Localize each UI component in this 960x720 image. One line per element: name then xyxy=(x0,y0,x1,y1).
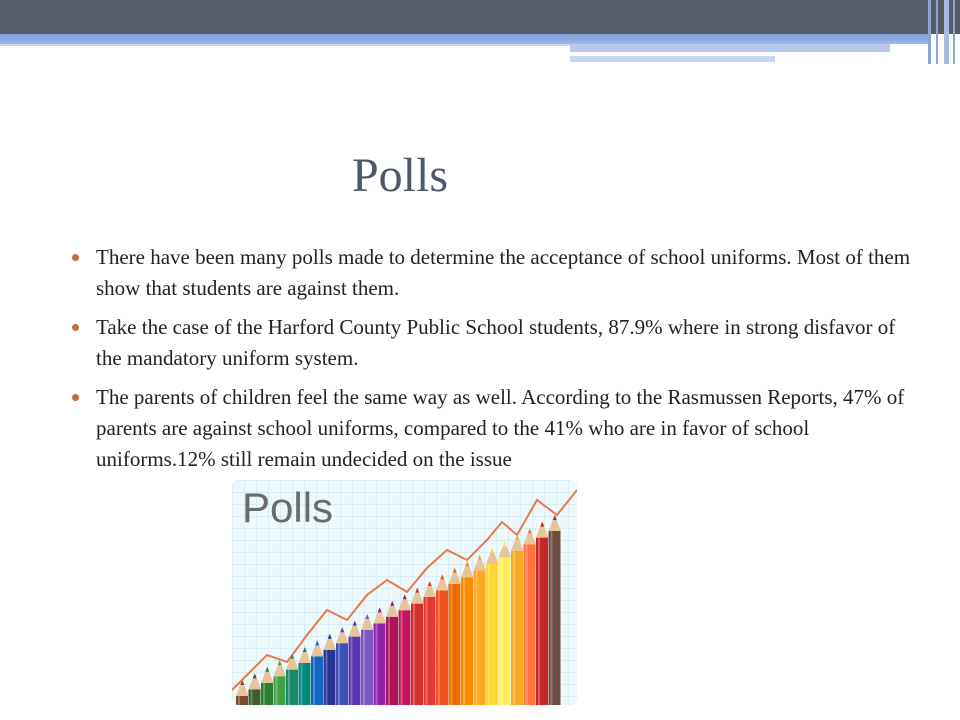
pencil-shine xyxy=(476,571,478,705)
pencil-shine xyxy=(451,584,453,705)
pencil-body xyxy=(399,610,411,705)
pencil-body xyxy=(236,696,248,705)
pencil xyxy=(386,601,399,705)
bullet-item xyxy=(72,382,912,475)
pencil-shine xyxy=(351,637,353,705)
header-band xyxy=(0,0,960,34)
decor-pillar xyxy=(944,0,949,64)
pencil-shine xyxy=(438,590,440,705)
pencil-shine xyxy=(413,604,415,705)
pencil-body xyxy=(361,630,373,705)
bullet-item xyxy=(72,312,912,374)
image-caption: Polls xyxy=(242,484,334,531)
pencil-body xyxy=(261,683,273,705)
pencil-shine xyxy=(401,610,403,705)
pencil-shine xyxy=(263,683,265,705)
bullet-icon xyxy=(72,324,79,331)
pencil-shine xyxy=(376,623,378,705)
pencil-body xyxy=(499,557,511,705)
pencil-shine xyxy=(251,689,253,705)
pencil-body xyxy=(286,670,298,705)
header-accent-bar xyxy=(570,44,890,52)
pencil xyxy=(461,561,474,705)
pencil-shine xyxy=(388,617,390,705)
pencil-body xyxy=(299,663,311,705)
pencil xyxy=(486,548,499,705)
pencil-body xyxy=(536,538,548,705)
pencil xyxy=(424,581,437,705)
pencil-body xyxy=(274,676,286,705)
decor-pillar xyxy=(953,0,955,64)
pencil xyxy=(349,621,362,705)
pencil-shine xyxy=(301,663,303,705)
pencil xyxy=(436,574,449,705)
pencil-body xyxy=(411,604,423,705)
pencil-shine xyxy=(501,557,503,705)
pencil-body xyxy=(436,590,448,705)
pencil-shine xyxy=(238,696,240,705)
pencil-body xyxy=(374,623,386,705)
pencil-shine xyxy=(488,564,490,705)
bullet-text: Take the case of the Harford County Public School students, 87.9% where in strong disfavor of the mandatory uniform system. xyxy=(96,315,896,370)
pencil-shine xyxy=(288,670,290,705)
pencil-body xyxy=(474,571,486,705)
pencil-body xyxy=(386,617,398,705)
pencil-body xyxy=(336,643,348,705)
pencil-shine xyxy=(363,630,365,705)
pencil xyxy=(524,528,537,705)
pencil-body xyxy=(486,564,498,705)
pencil-shine xyxy=(463,577,465,705)
bullet-text: There have been many polls made to determine the acceptance of school uniforms. Most of them show that students are against them. xyxy=(96,245,911,300)
pencil-body xyxy=(324,650,336,705)
pencil-shine xyxy=(526,544,528,705)
pencil xyxy=(336,627,349,705)
pencil-body xyxy=(349,637,361,705)
header-rule xyxy=(0,44,570,46)
pencil xyxy=(399,594,412,705)
pencil-body xyxy=(449,584,461,705)
bullet-item xyxy=(72,242,912,304)
header-accent-band xyxy=(0,34,930,44)
pencil xyxy=(474,555,487,705)
pencil-body xyxy=(461,577,473,705)
pencil-shine xyxy=(551,531,553,705)
pencil xyxy=(511,535,524,705)
pencil-body xyxy=(249,689,261,705)
pencil xyxy=(499,541,512,705)
bullet-icon xyxy=(72,394,79,401)
decor-pillar xyxy=(936,0,938,64)
slide-title: Polls xyxy=(351,149,449,202)
pencil xyxy=(536,522,549,705)
polls-pencils-image xyxy=(232,480,577,705)
pencil xyxy=(549,515,562,705)
pencil-shine xyxy=(338,643,340,705)
pencil xyxy=(449,568,462,705)
pencil-shine xyxy=(276,676,278,705)
pencil-shine xyxy=(538,538,540,705)
pencil-body xyxy=(311,656,323,705)
pencil-shine xyxy=(313,656,315,705)
pencil-body xyxy=(549,531,561,705)
pencil-shine xyxy=(326,650,328,705)
pencil-shine xyxy=(426,597,428,705)
pencil xyxy=(411,588,424,705)
header-accent-bar-small xyxy=(570,56,775,62)
pencil-body xyxy=(524,544,536,705)
pencil-body xyxy=(511,551,523,705)
bullet-icon xyxy=(72,254,79,261)
pencil-body xyxy=(424,597,436,705)
bullet-text: The parents of children feel the same way as well. According to the Rasmussen Reports, 47% of parents are against school uniforms, compared to the 41% who are in favor of school uniforms.12% still remain undecided on the issue xyxy=(96,385,905,471)
bullet-list xyxy=(72,242,912,483)
decor-pillar xyxy=(928,0,931,64)
pencil-shine xyxy=(513,551,515,705)
pencil xyxy=(374,607,387,705)
pencil xyxy=(361,614,374,705)
